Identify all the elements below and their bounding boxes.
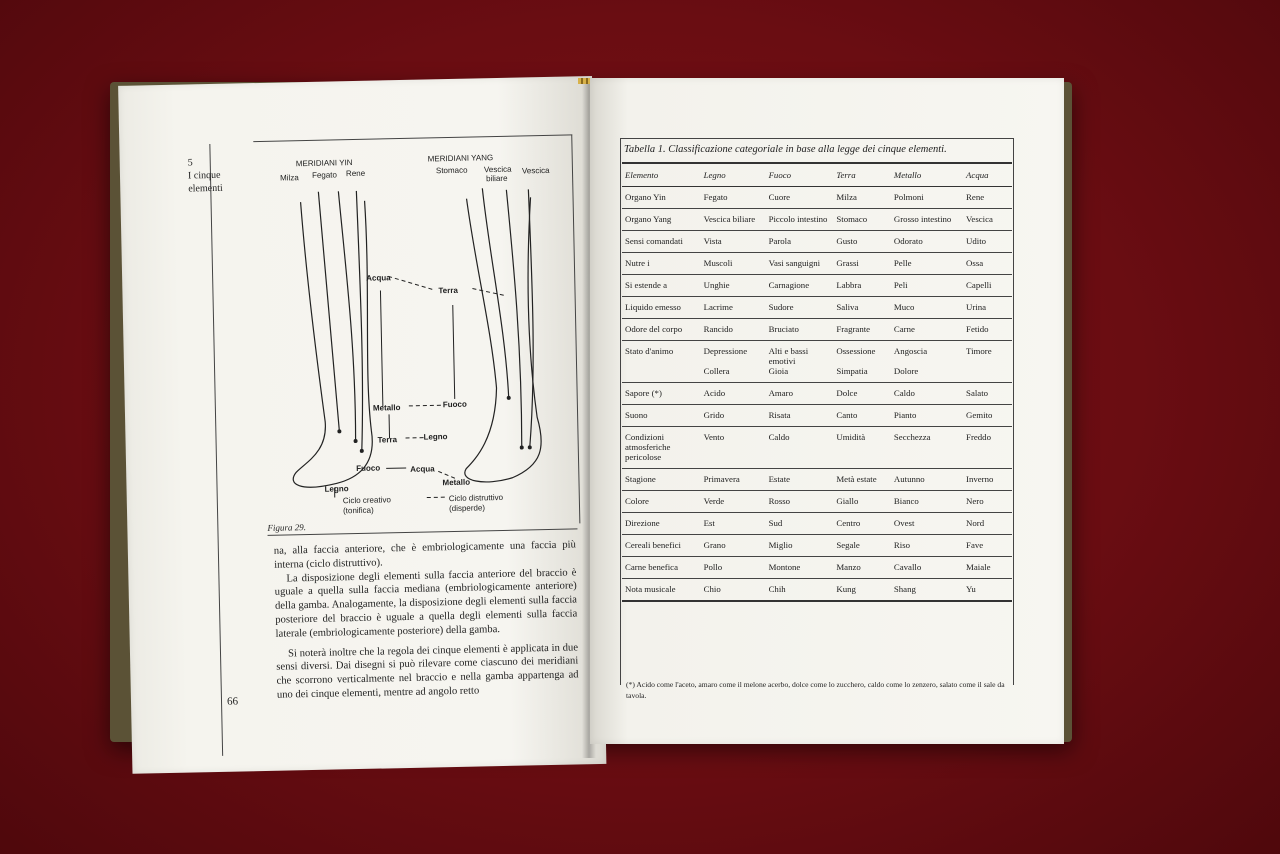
table-cell: Udito: [963, 231, 1012, 253]
table-row: [622, 253, 1012, 275]
table-cell: Canto: [833, 405, 891, 427]
table-header-row: [622, 163, 1012, 187]
label-fuoco-low: Fuoco: [356, 463, 381, 474]
table-cell: Gemito: [963, 405, 1012, 427]
row-label-cell: Cereali benefici: [622, 535, 701, 557]
table-cell: Sudore: [766, 297, 834, 319]
table-row: [622, 535, 1012, 557]
paragraph: La disposizione degli elementi sulla faccia anteriore del braccio è uguale a quella sulla faccia mediana (embriologicamente anteriore) della gamba. Analogamente, la disposizione degli elementi sulla faccia posteriore del braccio è uguale a quella degli elementi sulla faccia laterale (embriologicamente posteriore) della gamba.: [274, 567, 578, 640]
row-label-cell: Condizioni atmosferiche pericolose: [622, 427, 701, 469]
right-page: [590, 78, 1064, 744]
table-cell: Timore: [963, 341, 1012, 383]
table-cell: Pianto: [891, 405, 963, 427]
table-cell: Ossa: [963, 253, 1012, 275]
paragraph: Si noterà inoltre che la regola dei cinque elementi è applicata in due sensi diversi. Dai disegni si può rilevare come ciascuno dei meridiani che scorrono verticalmente nel braccio e nella gamba appartenga ad uno dei cinque elementi, mentre ad angolo retto: [276, 641, 579, 701]
label-vescica-biliare-1: Vescica: [483, 164, 512, 175]
row-label-cell: Liquido emesso: [622, 297, 701, 319]
table-cell: Nero: [963, 491, 1012, 513]
table-cell: Rosso: [766, 491, 834, 513]
table-cell: Unghie: [701, 275, 766, 297]
table-cell: Centro: [833, 513, 891, 535]
legend-destructive-2: (disperde): [448, 503, 486, 514]
table-cell: Miglio: [766, 535, 834, 557]
yin-meridian-fegato: [338, 191, 356, 441]
table-row: [622, 297, 1012, 319]
header-cell: Terra: [833, 163, 891, 187]
table-cell: Chih: [766, 579, 834, 602]
row-label-cell: Si estende a: [622, 275, 701, 297]
yang-meridian-vescica: [524, 189, 535, 447]
table-cell: Labbra: [833, 275, 891, 297]
table-cell: Vista: [701, 231, 766, 253]
table-cell: Bianco: [891, 491, 963, 513]
table-cell: Grosso intestino: [891, 209, 963, 231]
figure-caption: Figura 29.: [267, 522, 307, 533]
row-label-cell: Stato d'animo: [622, 341, 701, 383]
table-cell: Umidità: [833, 427, 891, 469]
table-cell: Capelli: [963, 275, 1012, 297]
table-cell: Caldo: [891, 383, 963, 405]
table-cell: Ossessione Simpatia: [833, 341, 891, 383]
header-cell: Acqua: [963, 163, 1012, 187]
label-legno-low: Legno: [423, 432, 448, 442]
margin-rule: [209, 144, 223, 756]
body-text: [274, 538, 579, 702]
table-cell: Odorato: [891, 231, 963, 253]
table-row: [622, 491, 1012, 513]
table-cell: Fragrante: [833, 319, 891, 341]
label-vescica-biliare-2: biliare: [486, 173, 508, 184]
table-cell: Nord: [963, 513, 1012, 535]
table-cell: Pollo: [701, 557, 766, 579]
label-fegato: Fegato: [311, 170, 338, 180]
table-cell: Montone: [766, 557, 834, 579]
table-row: [622, 187, 1012, 209]
yang-meridian-vescica-biliare: [506, 190, 522, 448]
table-cell: Urina: [963, 297, 1012, 319]
yang-leg-outline: [459, 197, 542, 482]
table-row: [622, 209, 1012, 231]
table-cell: Pelle: [891, 253, 963, 275]
table-cell: Fave: [963, 535, 1012, 557]
yin-title: MERIDIANI YIN: [295, 158, 353, 169]
table-cell: Vescica biliare: [701, 209, 766, 231]
arrow-fuoco-metallo: [409, 405, 441, 406]
yin-leg-outline: [287, 201, 373, 488]
acupoint: [354, 439, 358, 443]
table-row: [622, 513, 1012, 535]
table-cell: Stomaco: [833, 209, 891, 231]
arrow-terra-acqua: [388, 275, 432, 290]
table-cell: Vasi sanguigni: [766, 253, 834, 275]
arrow-terra-leg: [472, 288, 506, 297]
acupoint: [528, 445, 532, 449]
page-number: 66: [226, 695, 239, 708]
table-cell: Segale: [833, 535, 891, 557]
table-cell: Amaro: [766, 383, 834, 405]
table-cell: Yu: [963, 579, 1012, 602]
table-cell: Kung: [833, 579, 891, 602]
table-cell: Metà estate: [833, 469, 891, 491]
table-cell: Grassi: [833, 253, 891, 275]
table-cell: Depressione Collera: [701, 341, 766, 383]
five-elements-table: [622, 162, 1012, 602]
label-terra-low: Terra: [377, 435, 398, 445]
table-row: [622, 319, 1012, 341]
table-cell: Secchezza: [891, 427, 963, 469]
table-cell: Freddo: [963, 427, 1012, 469]
label-terra-top: Terra: [438, 285, 458, 296]
label-milza: Milza: [279, 173, 299, 183]
table-cell: Caldo: [766, 427, 834, 469]
table-row: [622, 341, 1012, 383]
table-cell: Alti e bassi emotivi Gioia: [766, 341, 834, 383]
table-cell: Rancido: [701, 319, 766, 341]
acupoint: [360, 449, 364, 453]
row-label-cell: Organo Yang: [622, 209, 701, 231]
acupoint: [520, 446, 524, 450]
table-cell: Primavera: [701, 469, 766, 491]
yang-title: MERIDIANI YANG: [427, 153, 494, 164]
table-cell: Saliva: [833, 297, 891, 319]
label-metallo-low: Metallo: [442, 477, 471, 488]
leg-meridian-diagram: [260, 146, 578, 522]
table-cell: Verde: [701, 491, 766, 513]
table-cell: Vento: [701, 427, 766, 469]
table-cell: Muscoli: [701, 253, 766, 275]
table-row: [622, 557, 1012, 579]
row-label-cell: Suono: [622, 405, 701, 427]
label-metallo-mid: Metallo: [372, 403, 401, 413]
table-cell: Salato: [963, 383, 1012, 405]
row-label-cell: Sensi comandati: [622, 231, 701, 253]
table-cell: Parola: [766, 231, 834, 253]
table-cell: Gusto: [833, 231, 891, 253]
table-body: [622, 187, 1012, 602]
row-label-cell: Stagione: [622, 469, 701, 491]
arrow-fuoco-terra: [453, 305, 455, 399]
row-label-cell: Direzione: [622, 513, 701, 535]
table-cell: Giallo: [833, 491, 891, 513]
header-cell: Fuoco: [766, 163, 834, 187]
table-footnote: (*) Acido come l'aceto, amaro come il melone acerbo, dolce come lo zucchero, caldo come lo zenzero, salato come il sale da tavola.: [626, 680, 1005, 700]
header-cell: Metallo: [891, 163, 963, 187]
table-row: [622, 579, 1012, 602]
arrow-terra-metallo: [389, 414, 390, 438]
label-rene: Rene: [345, 168, 366, 179]
table-row: [622, 275, 1012, 297]
table-row: [622, 427, 1012, 469]
table-cell: Inverno: [963, 469, 1012, 491]
row-label-cell: Nutre i: [622, 253, 701, 275]
row-label-cell: Sapore (*): [622, 383, 701, 405]
arrow-metallo-acqua: [380, 290, 382, 406]
table-row: [622, 383, 1012, 405]
yin-meridian-rene: [356, 191, 364, 451]
table-cell: Peli: [891, 275, 963, 297]
left-page: [118, 76, 606, 774]
table-cell: Shang: [891, 579, 963, 602]
table-row: [622, 469, 1012, 491]
table-cell: Carne: [891, 319, 963, 341]
table-cell: Risata: [766, 405, 834, 427]
table-cell: Polmoni: [891, 187, 963, 209]
table-cell: Grido: [701, 405, 766, 427]
table-cell: Fetido: [963, 319, 1012, 341]
table-cell: Dolce: [833, 383, 891, 405]
row-label-cell: Organo Yin: [622, 187, 701, 209]
table-cell: Lacrime: [701, 297, 766, 319]
label-acqua-low: Acqua: [410, 464, 435, 474]
table-cell: Est: [701, 513, 766, 535]
table-cell: Chio: [701, 579, 766, 602]
table-cell: Fegato: [701, 187, 766, 209]
legend-destructive-1: Ciclo distruttivo: [448, 492, 504, 504]
table-row: [622, 231, 1012, 253]
caption-rule: [268, 528, 578, 535]
header-cell: Legno: [701, 163, 766, 187]
table-cell: Milza: [833, 187, 891, 209]
label-vescica: Vescica: [521, 165, 550, 176]
table-cell: Grano: [701, 535, 766, 557]
table-cell: Bruciato: [766, 319, 834, 341]
acupoint: [507, 396, 511, 400]
header-cell: Elemento: [622, 163, 701, 187]
row-label-cell: Colore: [622, 491, 701, 513]
legend-creative-1: Ciclo creativo: [342, 495, 391, 506]
table-cell: Carnagione: [766, 275, 834, 297]
row-label-cell: Carne benefica: [622, 557, 701, 579]
table-cell: Vescica: [963, 209, 1012, 231]
table-cell: Autunno: [891, 469, 963, 491]
row-label-cell: Nota musicale: [622, 579, 701, 602]
row-label-cell: Odore del corpo: [622, 319, 701, 341]
label-legno-bottom: Legno: [324, 484, 349, 494]
table-cell: Rene: [963, 187, 1012, 209]
chapter-title-line-2: elementi: [188, 182, 223, 195]
chapter-title-line-1: I cinque: [187, 169, 221, 182]
table-title: Tabella 1. Classificazione categoriale in base alla legge dei cinque elementi.: [624, 144, 947, 155]
label-stomaco: Stomaco: [435, 165, 468, 176]
label-fuoco-mid: Fuoco: [442, 399, 467, 410]
table-cell: Cavallo: [891, 557, 963, 579]
legend-creative-2: (tonifica): [342, 505, 374, 516]
table-cell: Maiale: [963, 557, 1012, 579]
table-cell: Manzo: [833, 557, 891, 579]
table-cell: Ovest: [891, 513, 963, 535]
table-cell: Riso: [891, 535, 963, 557]
acupoint: [337, 429, 341, 433]
table-cell: Angoscia Dolore: [891, 341, 963, 383]
table-cell: Sud: [766, 513, 834, 535]
chapter-number: 5: [187, 157, 193, 169]
chapter-heading: [188, 155, 239, 195]
table-cell: Muco: [891, 297, 963, 319]
table-cell: Piccolo intestino: [766, 209, 834, 231]
paragraph: na, alla faccia anteriore, che è embriologicamente una faccia più interna (ciclo distruttivo).: [273, 539, 576, 571]
table-cell: Acido: [701, 383, 766, 405]
table-row: [622, 405, 1012, 427]
table-cell: Cuore: [766, 187, 834, 209]
label-acqua-top: Acqua: [366, 273, 391, 283]
table-cell: Estate: [766, 469, 834, 491]
